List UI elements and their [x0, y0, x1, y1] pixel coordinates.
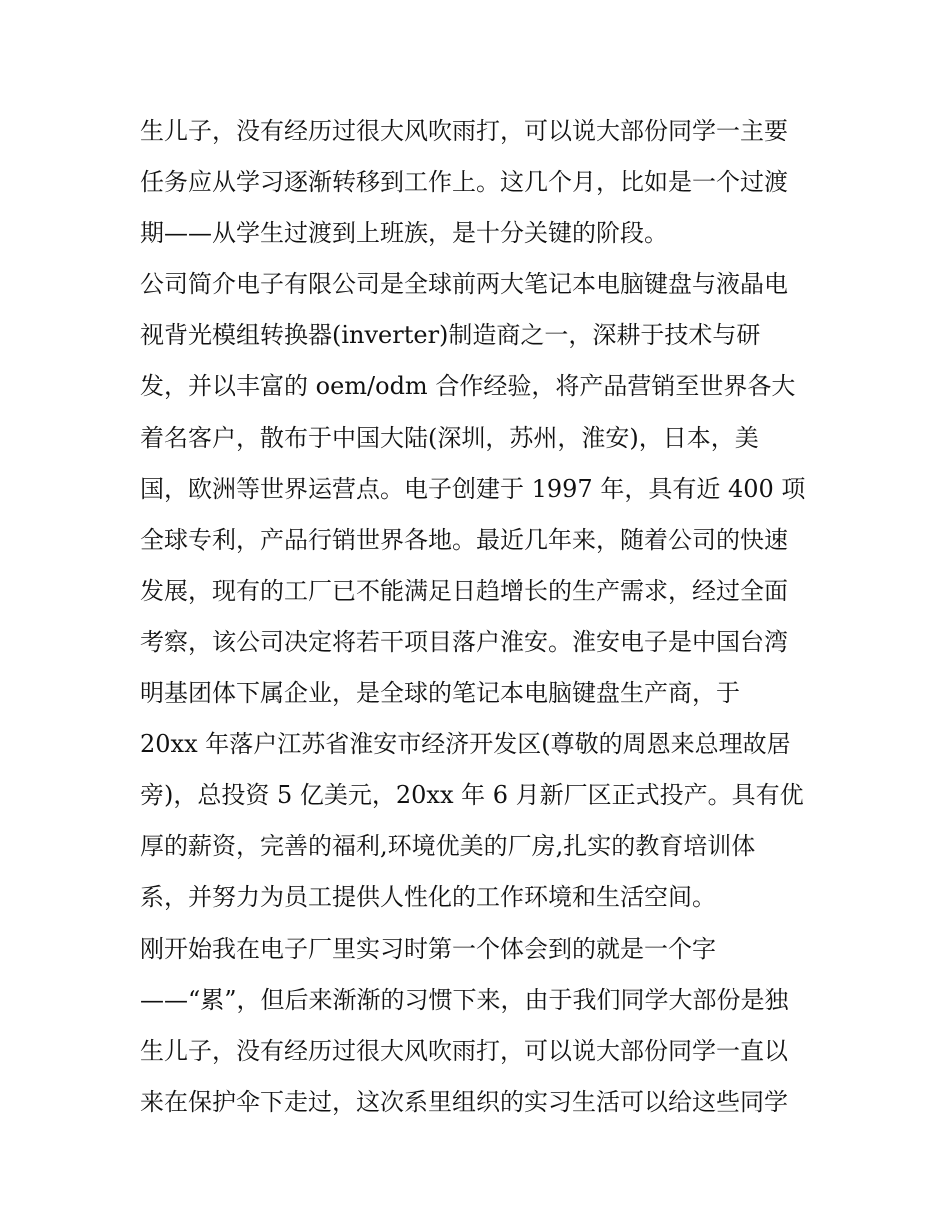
text-line: 生儿子，没有经历过很大风吹雨打，可以说大部份同学一主要	[140, 117, 788, 145]
text-line: 系，并努力为员工提供人性化的工作环境和生活空间。	[140, 883, 716, 912]
text-line: 任务应从学习逐渐转移到工作上。这几个月，比如是一个过渡	[140, 168, 788, 197]
body-text	[140, 106, 830, 1128]
text-line: 视背光模组转换器(inverter)制造商之一，深耕于技术与研	[140, 321, 761, 350]
text-line: 发展，现有的工厂已不能满足日趋增长的生产需求，经过全面	[140, 576, 788, 605]
text-line: 国，欧洲等世界运营点。电子创建于 1997 年，具有近 400 项	[140, 474, 806, 503]
text-line: 20xx 年落户江苏省淮安市经济开发区(尊敬的周恩来总理故居	[140, 730, 791, 759]
text-line: 发，并以丰富的 oem/odm 合作经验，将产品营销至世界各大	[140, 372, 796, 401]
text-line: ——“累”，但后来渐渐的习惯下来，由于我们同学大部份是独	[140, 985, 789, 1014]
text-line: 全球专利，产品行销世界各地。最近几年来，随着公司的快速	[140, 525, 788, 554]
text-line: 公司简介电子有限公司是全球前两大笔记本电脑键盘与液晶电	[140, 270, 788, 299]
text-line: 考察，该公司决定将若干项目落户淮安。淮安电子是中国台湾	[140, 627, 788, 656]
text-line: 来在保护伞下走过，这次系里组织的实习生活可以给这些同学	[140, 1087, 788, 1116]
text-line: 着名客户，散布于中国大陆(深圳，苏州，淮安)，日本，美	[140, 423, 759, 452]
text-line: 明基团体下属企业，是全球的笔记本电脑键盘生产商，于	[140, 679, 740, 708]
text-line: 刚开始我在电子厂里实习时第一个体会到的就是一个字	[140, 934, 716, 963]
text-line: 旁)，总投资 5 亿美元，20xx 年 6 月新厂区正式投产。具有优	[140, 781, 804, 810]
text-line: 厚的薪资，完善的福利,环境优美的厂房,扎实的教育培训体	[140, 832, 756, 861]
text-line: 期——从学生过渡到上班族，是十分关键的阶段。	[140, 219, 668, 248]
text-line: 生儿子，没有经历过很大风吹雨打，可以说大部份同学一直以	[140, 1036, 788, 1065]
